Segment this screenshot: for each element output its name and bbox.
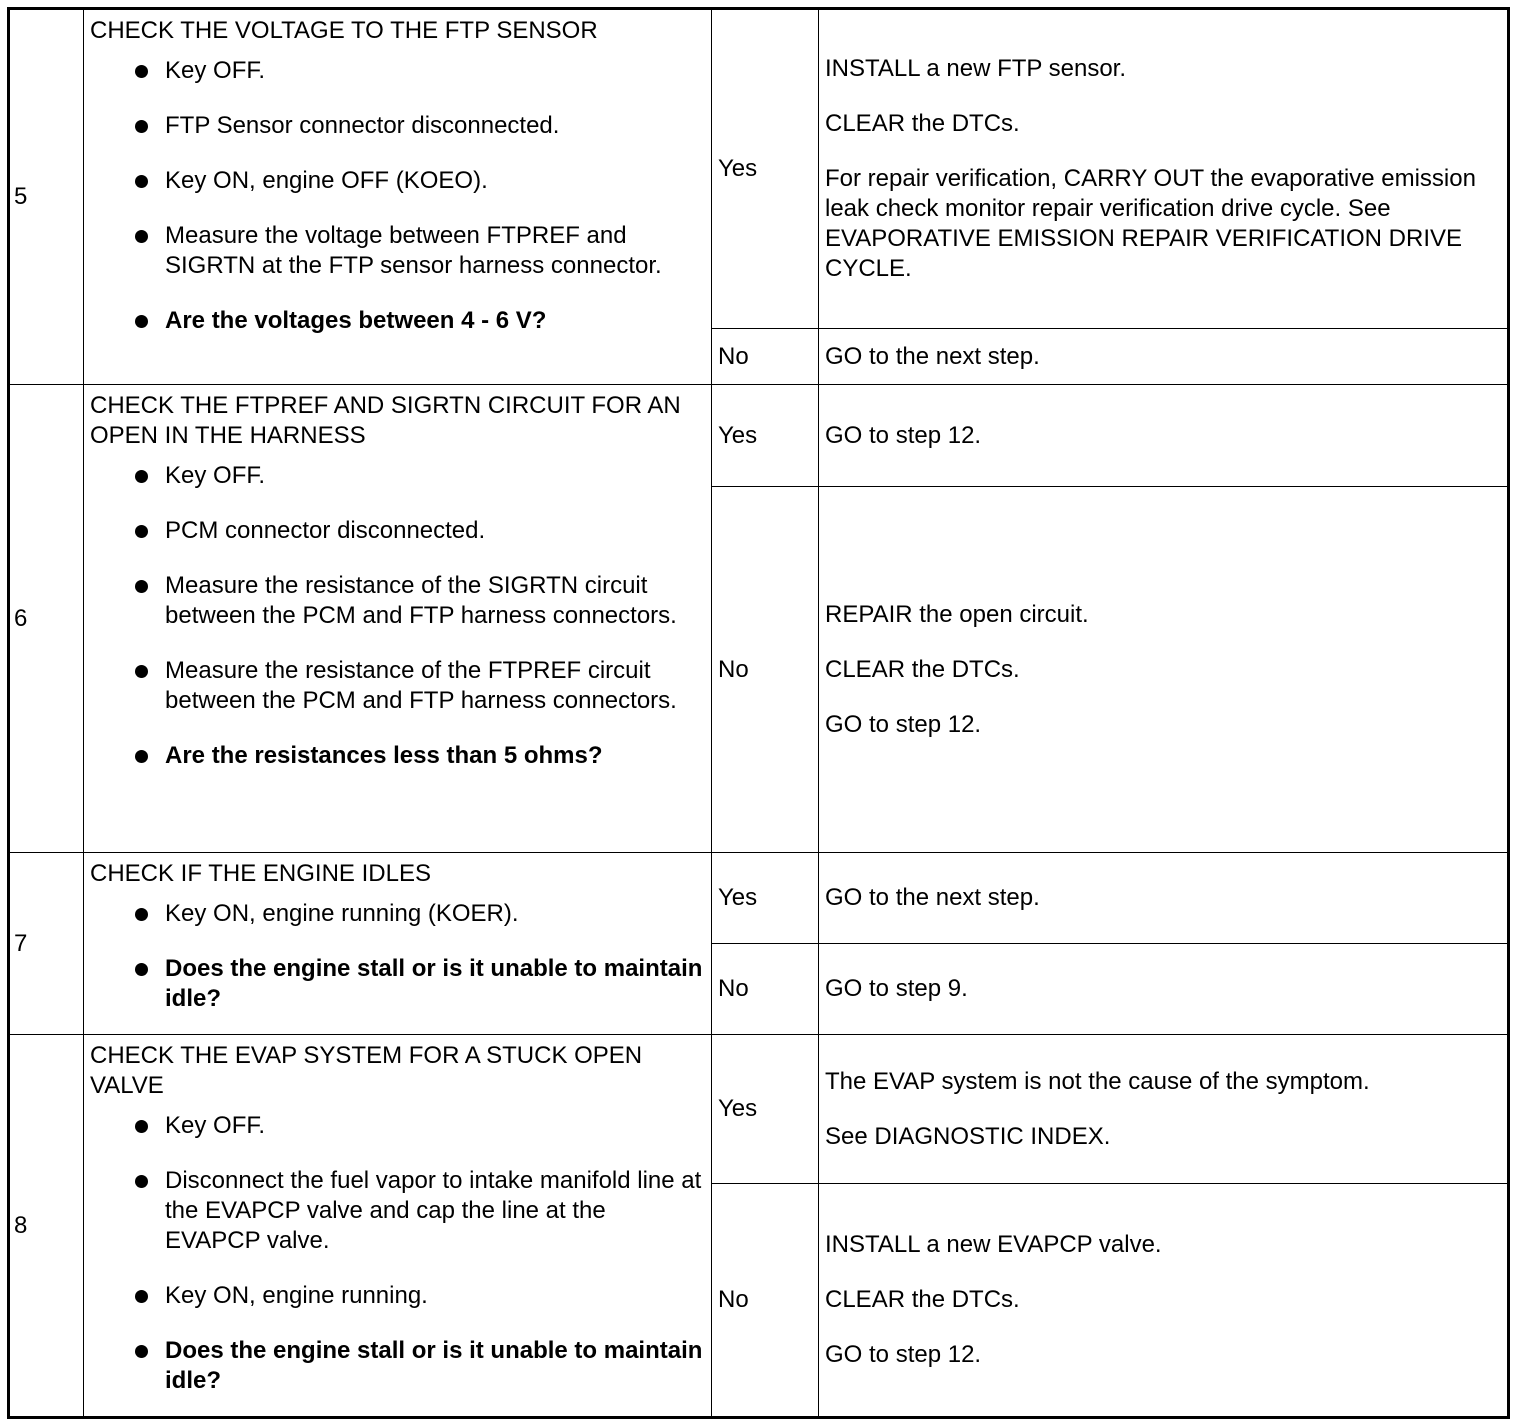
answer-yes: Yes [712,385,819,487]
step-row-7-yes [9,853,1509,944]
step-number: 6 [9,385,84,853]
step-number: 5 [9,9,84,385]
step-question: Are the resistances less than 5 ohms? [165,741,703,771]
bullet-item: Disconnect the fuel vapor to intake manifold line at the EVAPCP valve and cap the line at the EVAPCP valve. [165,1167,702,1254]
result-line: CLEAR the DTCs. [825,1286,1020,1313]
result-line: GO to step 12. [825,1341,982,1368]
answer-no: No [712,1184,819,1418]
answer-no: No [712,487,819,853]
result-line: The EVAP system is not the cause of the symptom. [825,1067,1370,1095]
step-bullets [90,899,703,1014]
bullet-item: Key ON, engine OFF (KOEO). [165,166,703,196]
result-yes [819,385,1509,487]
step-title: CHECK THE FTPREF AND SIGRTN CIRCUIT FOR AN OPEN IN THE HARNESS [90,392,681,449]
result-line: GO to step 12. [825,710,982,738]
result-yes [819,9,1509,329]
step-title: CHECK THE VOLTAGE TO THE FTP SENSOR [90,17,598,44]
step-bullets [90,56,703,336]
result-line: REPAIR the open circuit. [825,600,1089,628]
result-line: GO to step 12. [825,421,982,449]
result-no [819,487,1509,853]
step-action [84,385,712,853]
bullet-item: Key OFF. [165,56,703,86]
result-no [819,944,1509,1035]
result-line: INSTALL a new EVAPCP valve. [825,1231,1162,1258]
result-no [819,1184,1509,1418]
bullet-item: Key ON, engine running (KOER). [165,899,703,929]
answer-no: No [712,944,819,1035]
result-line: CLEAR the DTCs. [825,655,1020,683]
result-line: INSTALL a new FTP sensor. [825,55,1127,82]
step-number: 7 [9,853,84,1035]
result-line: For repair verification, CARRY OUT the evaporative emission leak check monitor repair verification drive cycle. See EVAPORATIVE EMISSION REPAIR VERIFICATION DRIVE CYCLE. [825,165,1476,282]
diagnostic-table [7,7,1510,1419]
answer-yes: Yes [712,9,819,329]
bullet-item: Measure the voltage between FTPREF and SIGRTN at the FTP sensor harness connector. [165,221,703,281]
answer-yes: Yes [712,1035,819,1184]
step-row-8-yes [9,1035,1509,1184]
step-number: 8 [9,1035,84,1418]
step-question: Does the engine stall or is it unable to maintain idle? [165,955,703,1012]
bullet-item: Key OFF. [165,461,703,491]
result-line: GO to the next step. [825,884,1040,911]
result-line: GO to step 9. [825,975,968,1002]
step-row-5-yes [9,9,1509,329]
step-title: CHECK THE EVAP SYSTEM FOR A STUCK OPEN VALVE [90,1042,643,1099]
result-yes [819,1035,1509,1184]
bullet-item: Measure the resistance of the SIGRTN circuit between the PCM and FTP harness connectors. [165,571,703,631]
result-line: CLEAR the DTCs. [825,110,1020,137]
result-line: GO to the next step. [825,342,1040,370]
bullet-item: Measure the resistance of the FTPREF circuit between the PCM and FTP harness connectors. [165,656,703,716]
step-question: Are the voltages between 4 - 6 V? [165,306,703,336]
step-action [84,1035,712,1418]
step-bullets [90,461,703,771]
answer-yes: Yes [712,853,819,944]
result-no [819,329,1509,385]
step-title: CHECK IF THE ENGINE IDLES [90,860,431,887]
step-bullets [90,1111,703,1396]
answer-no: No [712,329,819,385]
result-yes [819,853,1509,944]
result-line: See DIAGNOSTIC INDEX. [825,1122,1111,1150]
step-question: Does the engine stall or is it unable to maintain idle? [165,1337,703,1394]
bullet-item: FTP Sensor connector disconnected. [165,111,703,141]
bullet-item: Key OFF. [165,1111,703,1141]
step-row-6-yes [9,385,1509,487]
step-action [84,853,712,1035]
bullet-item: Key ON, engine running. [165,1281,703,1311]
step-action [84,9,712,385]
bullet-item: PCM connector disconnected. [165,516,703,546]
